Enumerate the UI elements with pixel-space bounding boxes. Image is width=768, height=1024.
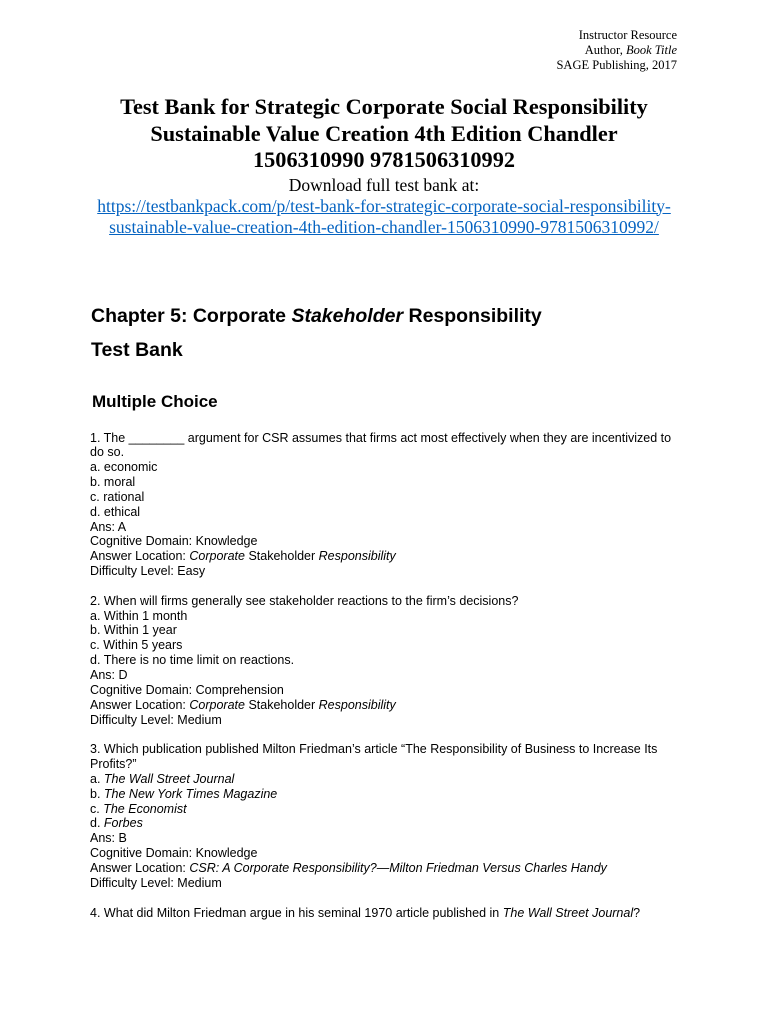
question-list (90, 431, 680, 921)
answer-location-part: Corporate (189, 697, 245, 712)
answer-option-text: moral (103, 475, 136, 490)
cognitive-domain: Cognitive Domain: Comprehension (90, 682, 284, 697)
cognitive-domain: Cognitive Domain: Knowledge (90, 534, 258, 549)
answer-option-letter: a. (90, 608, 101, 623)
answer-option (90, 772, 680, 787)
document-header (556, 28, 677, 73)
question-text: 1. The ________ argument for CSR assumes that firms act most effectively when they are incentivized to do so. (90, 430, 672, 460)
answer-location-part: Corporate (189, 549, 245, 564)
answer-key: Ans: D (90, 668, 128, 682)
chapter-heading-suffix: Responsibility (408, 305, 542, 327)
answer-location (90, 698, 680, 713)
answer-option-text: The New York Times Magazine (103, 786, 278, 801)
answer-option-letter: d. (90, 504, 101, 519)
question-item (90, 906, 680, 921)
header-book-title: Book Title (625, 43, 677, 57)
answer-option (90, 505, 680, 520)
answer-option (90, 475, 680, 490)
answer-option-letter: b. (90, 623, 101, 638)
question-text-main: 4. What did Milton Friedman argue in his seminal 1970 article published in (90, 905, 500, 920)
answer-option-letter: c. (90, 638, 100, 653)
document-title (0, 94, 768, 238)
answer-location-part: Responsibility (318, 697, 396, 712)
answer-option-letter: a. (90, 771, 101, 786)
question-text (90, 906, 680, 921)
answer-option-letter: a. (90, 460, 101, 475)
difficulty-level: Difficulty Level: Medium (90, 712, 222, 727)
answer-location (90, 861, 680, 876)
question-text: 2. When will firms generally see stakeholder reactions to the firm’s decisions? (90, 593, 519, 608)
answer-location-label: Answer Location: (90, 860, 186, 875)
answer-key: Ans: A (90, 519, 127, 534)
answer-option-text: Within 1 month (103, 608, 188, 623)
question-text: 3. Which publication published Milton Friedman’s article “The Responsibility of Business to Increase Its Profits?” (90, 742, 658, 772)
question-item (90, 594, 680, 728)
answer-option (90, 816, 680, 831)
answer-option (90, 653, 680, 668)
cognitive-domain: Cognitive Domain: Knowledge (90, 846, 258, 861)
answer-option-letter: d. (90, 653, 101, 668)
question-text-italic: The Wall Street Journal (502, 905, 634, 920)
answer-option-text: The Economist (103, 801, 187, 816)
header-author-line (556, 43, 677, 58)
answer-location-label: Answer Location: (90, 549, 186, 564)
chapter-heading-prefix: Chapter 5: Corporate (91, 305, 287, 327)
answer-option-letter: b. (90, 475, 101, 490)
answer-option (90, 460, 680, 475)
answer-option-letter: b. (90, 786, 101, 801)
question-item (90, 742, 680, 890)
chapter-subtitle: Test Bank (91, 339, 183, 361)
answer-option-text: Forbes (103, 816, 143, 831)
answer-option (90, 609, 680, 624)
download-label: Download full test bank at: (288, 174, 480, 195)
answer-option-text: rational (103, 489, 145, 504)
answer-key: Ans: B (90, 831, 127, 846)
answer-option-text: There is no time limit on reactions. (103, 653, 295, 668)
answer-option-letter: c. (90, 801, 100, 816)
answer-option (90, 638, 680, 653)
header-resource-label: Instructor Resource (578, 28, 677, 42)
header-publisher: SAGE Publishing, 2017 (556, 58, 677, 72)
answer-option-letter: c. (90, 489, 100, 504)
title-line: Sustainable Value Creation 4th Edition Chandler (150, 120, 618, 146)
answer-option (90, 787, 680, 802)
difficulty-level: Difficulty Level: Medium (90, 875, 222, 890)
header-author-label: Author, (584, 43, 623, 57)
answer-option (90, 802, 680, 817)
difficulty-level: Difficulty Level: Easy (90, 564, 206, 579)
answer-option-text: Within 5 years (103, 638, 183, 653)
answer-location-part: CSR: A Corporate Responsibility?—Milton Friedman Versus Charles Handy (189, 860, 607, 875)
download-link-line[interactable]: https://testbankpack.com/p/test-bank-for-strategic-corporate-social-responsibility- (97, 195, 671, 216)
answer-location-part: Stakeholder (248, 697, 316, 712)
answer-option-text: The Wall Street Journal (103, 771, 235, 786)
answer-location-part: Stakeholder (248, 549, 316, 564)
download-link[interactable] (0, 196, 768, 238)
answer-option (90, 623, 680, 638)
answer-location (90, 549, 680, 564)
title-line: Test Bank for Strategic Corporate Social Responsibility (120, 94, 648, 119)
answer-option (90, 490, 680, 505)
answer-option-text: Within 1 year (103, 623, 177, 638)
answer-option-text: economic (103, 460, 158, 475)
download-link-line[interactable]: sustainable-value-creation-4th-edition-chandler-1506310990-9781506310992/ (109, 216, 659, 237)
answer-option-text: ethical (103, 504, 141, 519)
answer-location-label: Answer Location: (90, 697, 186, 712)
chapter-heading (91, 304, 542, 328)
answer-location-part: Responsibility (318, 549, 396, 564)
answer-option-letter: d. (90, 816, 101, 831)
title-line: 1506310990 9781506310992 (253, 147, 515, 172)
chapter-heading-emphasis: Stakeholder (291, 305, 404, 327)
question-text-end: ? (633, 905, 641, 920)
section-heading: Multiple Choice (92, 392, 218, 411)
question-item (90, 431, 680, 579)
